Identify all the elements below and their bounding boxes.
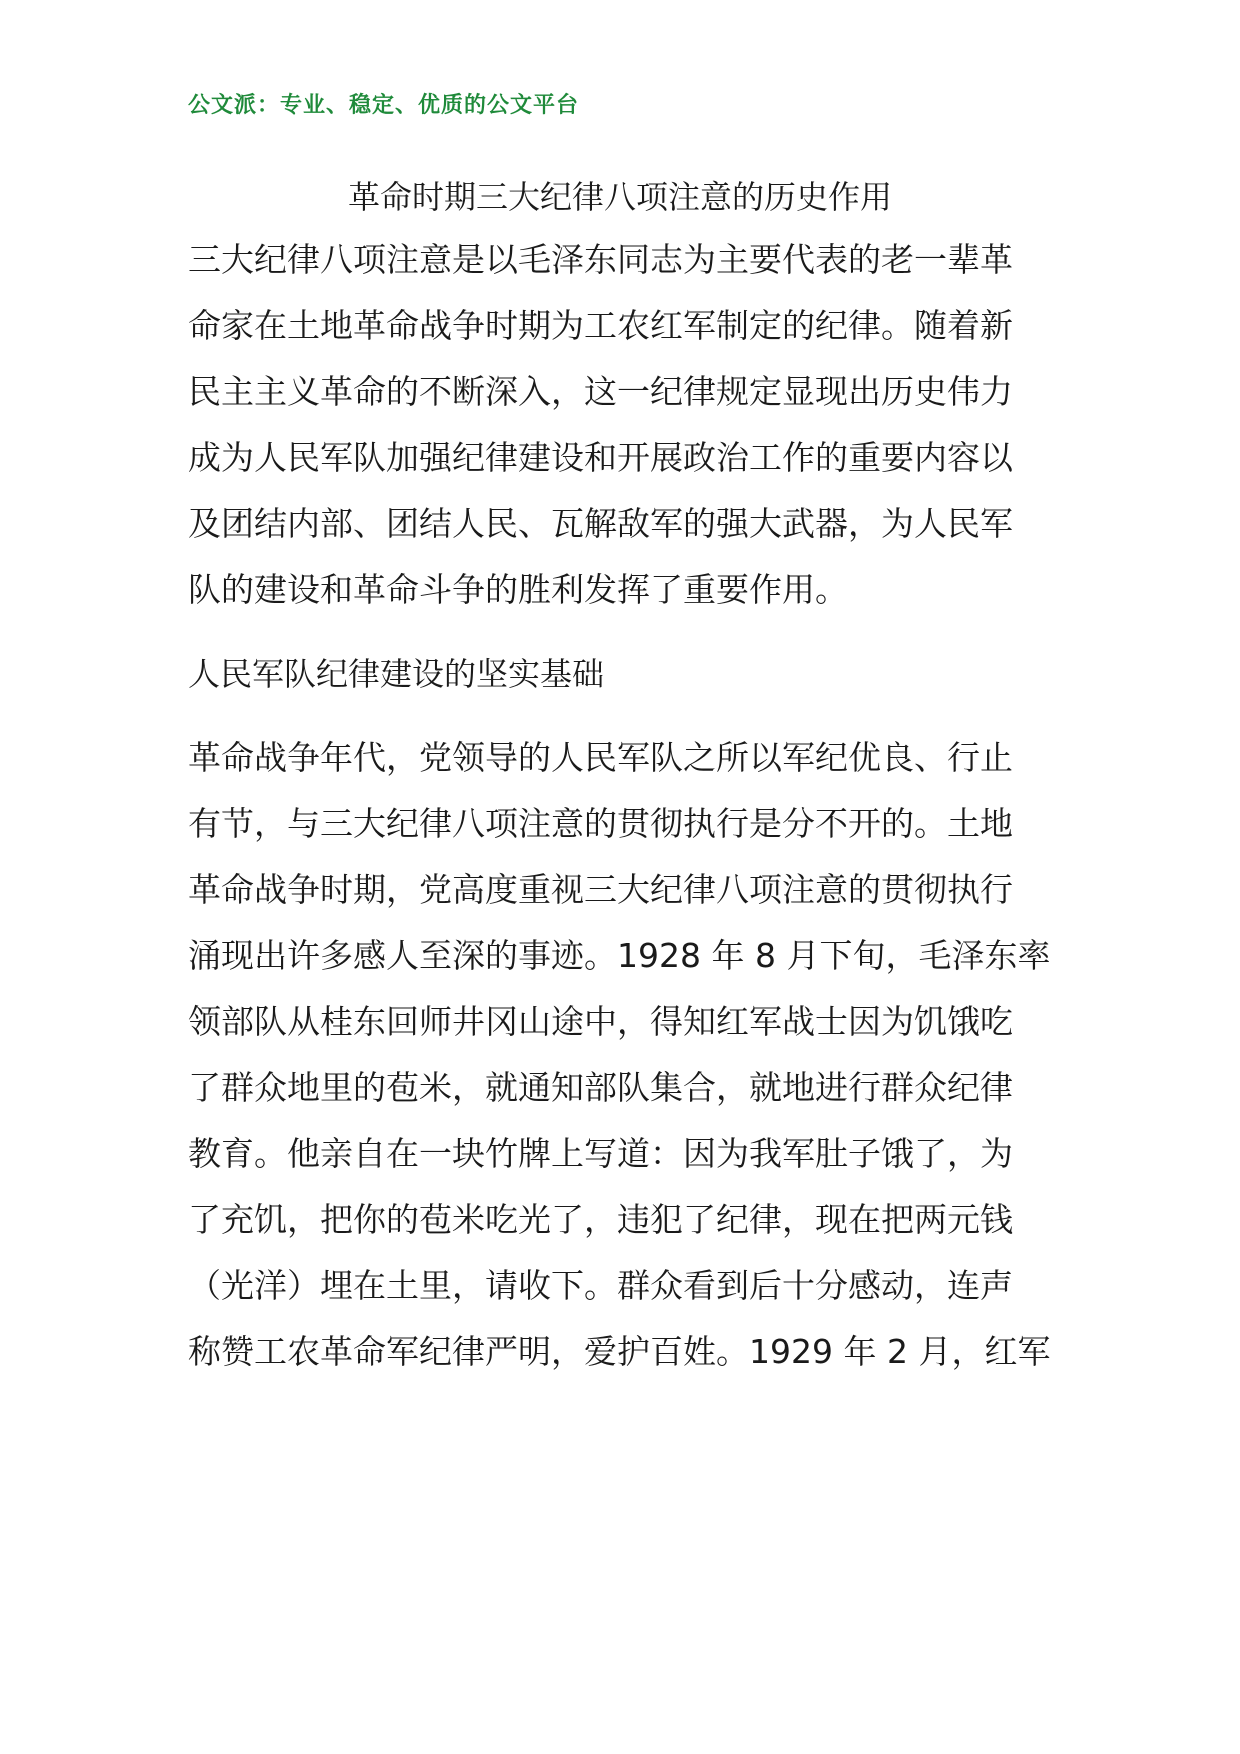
paragraph-line: 了充饥，把你的苞米吃光了，违犯了纪律，现在把两元钱 <box>188 1200 1013 1239</box>
paragraph-line: 革命战争年代，党领导的人民军队之所以军纪优良、行止 <box>188 738 1013 777</box>
paragraph-line: 称赞工农革命军纪律严明，爱护百姓。1929 年 2 月，红军 <box>188 1332 1051 1371</box>
paragraph-line: 及团结内部、团结人民、瓦解敌军的强大武器，为人民军 <box>188 504 1013 543</box>
paragraph-line: 教育。他亲自在一块竹牌上写道：因为我军肚子饿了，为 <box>188 1134 1013 1173</box>
paragraph-line: 命家在土地革命战争时期为工农红军制定的纪律。随着新 <box>188 306 1013 345</box>
paragraph-line: 三大纪律八项注意是以毛泽东同志为主要代表的老一辈革 <box>188 240 1013 279</box>
paragraph-line: 民主主义革命的不断深入，这一纪律规定显现出历史伟力 <box>188 372 1013 411</box>
section-heading: 人民军队纪律建设的坚实基础 <box>188 655 605 693</box>
paragraph-line: 革命战争时期，党高度重视三大纪律八项注意的贯彻执行 <box>188 870 1013 909</box>
paragraph-line: 成为人民军队加强纪律建设和开展政治工作的重要内容以 <box>188 438 1013 477</box>
paragraph-line: 涌现出许多感人至深的事迹。1928 年 8 月下旬，毛泽东率 <box>188 936 1051 975</box>
document-title: 革命时期三大纪律八项注意的历史作用 <box>347 178 892 216</box>
paragraph-line: 队的建设和革命斗争的胜利发挥了重要作用。 <box>188 570 848 609</box>
paragraph-line: 领部队从桂东回师井冈山途中，得知红军战士因为饥饿吃 <box>188 1002 1013 1041</box>
paragraph-line: 了群众地里的苞米，就通知部队集合，就地进行群众纪律 <box>188 1068 1013 1107</box>
header-brand: 公文派：专业、稳定、优质的公文平台 <box>188 93 580 118</box>
paragraph-line: （光洋）埋在土里，请收下。群众看到后十分感动，连声 <box>188 1266 1013 1305</box>
paragraph-line: 有节，与三大纪律八项注意的贯彻执行是分不开的。土地 <box>188 804 1013 843</box>
